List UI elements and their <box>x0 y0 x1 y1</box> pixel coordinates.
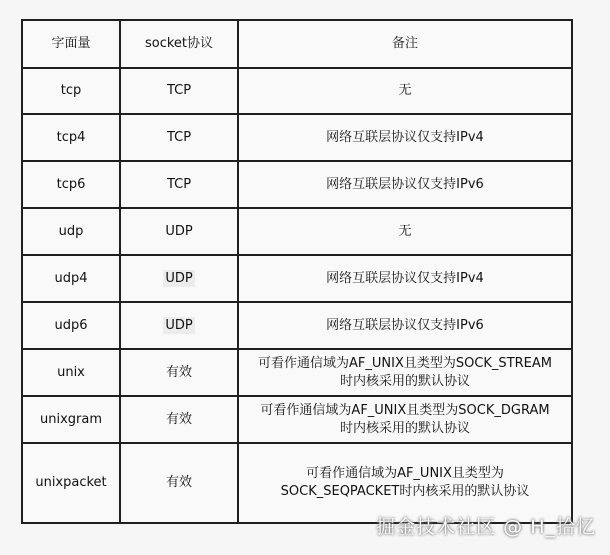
literal-cell: udp <box>22 208 120 255</box>
note-cell <box>238 349 572 396</box>
protocol-cell: 有效 <box>120 443 238 523</box>
table-header-row <box>22 20 572 68</box>
protocol-cell <box>120 302 238 349</box>
table-row <box>22 443 572 523</box>
literal-cell: udp4 <box>22 255 120 302</box>
literal-cell: tcp6 <box>22 161 120 208</box>
table-row <box>22 255 572 302</box>
header-literal: 字面量 <box>22 20 120 68</box>
literal-cell: unixgram <box>22 396 120 443</box>
literal-cell: tcp <box>22 68 120 114</box>
network-protocol-table <box>21 19 573 524</box>
header-note: 备注 <box>238 20 572 68</box>
note-cell: 网络互联层协议仅支持IPv4 <box>238 114 572 161</box>
literal-cell: tcp4 <box>22 114 120 161</box>
table-row <box>22 302 572 349</box>
note-cell: 网络互联层协议仅支持IPv6 <box>238 161 572 208</box>
note-cell: 网络互联层协议仅支持IPv4 <box>238 255 572 302</box>
protocol-text: UDP <box>165 317 193 333</box>
protocol-cell: TCP <box>120 161 238 208</box>
note-cell: 无 <box>238 68 572 114</box>
note-line: 可看作通信域为AF_UNIX且类型为 <box>306 466 504 481</box>
note-line: 可看作通信域为AF_UNIX且类型为SOCK_DGRAM <box>260 402 550 418</box>
protocol-cell: 有效 <box>120 349 238 396</box>
table-row <box>22 114 572 161</box>
literal-cell: udp6 <box>22 302 120 349</box>
protocol-cell: TCP <box>120 114 238 161</box>
note-cell: 网络互联层协议仅支持IPv6 <box>238 302 572 349</box>
protocol-text: UDP <box>165 270 193 286</box>
table-row <box>22 68 572 114</box>
note-line: 可看作通信域为AF_UNIX且类型为SOCK_STREAM <box>258 355 552 371</box>
note-cell <box>238 443 572 523</box>
table-row <box>22 396 572 443</box>
note-cell: 无 <box>238 208 572 255</box>
protocol-cell: UDP <box>120 208 238 255</box>
protocol-cell: TCP <box>120 68 238 114</box>
table-row <box>22 349 572 396</box>
literal-cell: unixpacket <box>22 443 120 523</box>
literal-cell: unix <box>22 349 120 396</box>
table-row <box>22 161 572 208</box>
note-line: 时内核采用的默认协议 <box>339 420 470 436</box>
note-line: SOCK_SEQPACKET时内核采用的默认协议 <box>280 484 530 499</box>
note-cell <box>238 396 572 443</box>
protocol-cell <box>120 255 238 302</box>
table-row <box>22 208 572 255</box>
header-socket-protocol: socket协议 <box>120 20 238 68</box>
note-line: 时内核采用的默认协议 <box>339 373 470 389</box>
protocol-cell: 有效 <box>120 396 238 443</box>
watermark: 掘金技术社区 @ H_拾忆 <box>376 516 596 538</box>
